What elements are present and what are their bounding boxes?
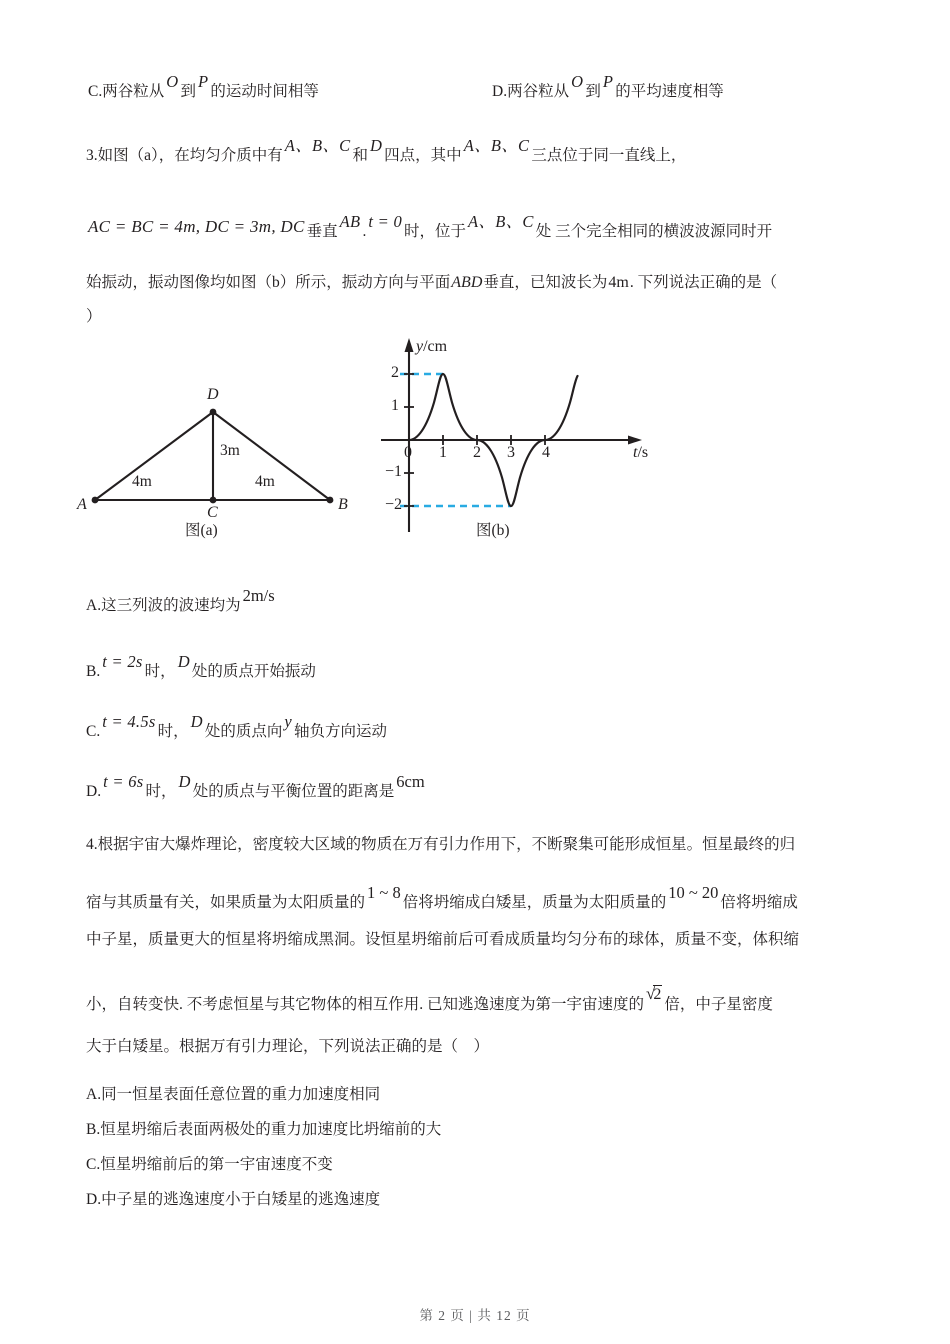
q4-option-a-text: 同一恒星表面任意位置的重力加速度相同 bbox=[101, 1086, 381, 1103]
q3-option-b-text-2: 处的质点开始振动 bbox=[191, 663, 316, 680]
q4-line2-text-a: 宿与其质量有关，如果质量为太阳质量的 bbox=[86, 894, 366, 911]
x-axis-label: t/s bbox=[633, 444, 649, 461]
q3-option-b-text-1: 时， bbox=[144, 663, 176, 680]
option-c-var-o: O bbox=[166, 72, 179, 91]
q4-option-c-label: C. bbox=[86, 1156, 101, 1173]
vertex-dot-b bbox=[327, 497, 334, 504]
figure-a-triangle-diagram bbox=[70, 378, 370, 548]
q3-wavelength-value: 4m bbox=[608, 274, 629, 291]
q3-stem-text-c: 四点，其中 bbox=[384, 147, 462, 164]
q4-option-a-label: A. bbox=[86, 1086, 102, 1103]
y-tick-label-2: 2 bbox=[391, 364, 399, 381]
y-tick-label-1: 1 bbox=[391, 397, 399, 414]
y-axis-arrowhead bbox=[405, 338, 414, 352]
vertex-dot-c bbox=[210, 497, 217, 504]
length-label-dc: 3m bbox=[220, 442, 240, 459]
q3-option-c-text-1: 时， bbox=[157, 723, 189, 740]
q3-option-a-label: A. bbox=[86, 597, 102, 614]
q4-option-d-text: 中子星的逃逸速度小于白矮星的逃逸速度 bbox=[101, 1191, 381, 1208]
q3-stem-text-b: 和 bbox=[352, 147, 368, 164]
q3-option-c-text-2: 处的质点向 bbox=[204, 723, 283, 740]
q3-stem3-text-c: . 下列说法正确的是（ bbox=[629, 274, 778, 291]
option-c-text-3: 的运动时间相等 bbox=[210, 83, 319, 100]
vertex-label-d: D bbox=[207, 386, 219, 403]
triangle-svg bbox=[70, 378, 370, 548]
x-tick-label-2: 2 bbox=[473, 444, 481, 461]
length-label-cb: 4m bbox=[255, 473, 275, 490]
q3-stem-text-a: 如图（a），在均匀介质中有 bbox=[97, 147, 283, 164]
q3-option-d-label: D. bbox=[86, 783, 102, 800]
q3-option-d-condition: t = 6s bbox=[103, 772, 144, 791]
question4-stem-line-3 bbox=[86, 931, 799, 948]
q3-points-abc-3: A、B、C bbox=[468, 212, 534, 231]
q4-mass-range-white-dwarf: 1 ~ 8 bbox=[367, 883, 401, 902]
option-d-label: D. bbox=[492, 83, 508, 100]
wave-graph-svg bbox=[378, 332, 678, 548]
q3-option-c-label: C. bbox=[86, 723, 101, 740]
option-d-text-3: 的平均速度相等 bbox=[615, 83, 724, 100]
q4-option-b bbox=[86, 1117, 441, 1139]
question4-number: 4. bbox=[86, 836, 98, 853]
q3-option-c bbox=[86, 712, 388, 741]
q4-line2-text-b: 倍将坍缩成白矮星，质量为太阳质量的 bbox=[402, 894, 667, 911]
q4-mass-range-neutron-star: 10 ~ 20 bbox=[668, 883, 719, 902]
q3-option-b-point: D bbox=[177, 652, 190, 671]
q3-option-c-point: D bbox=[190, 712, 203, 731]
option-d-text-1: 两谷粒从 bbox=[507, 83, 570, 100]
q3-option-d-value: 6cm bbox=[396, 772, 425, 791]
option-d-var-o: O bbox=[571, 72, 584, 91]
option-c-text-2: 到 bbox=[180, 83, 196, 100]
vertex-dot-a bbox=[92, 497, 99, 504]
q4-option-b-label: B. bbox=[86, 1121, 101, 1138]
question3-number: 3. bbox=[86, 147, 98, 164]
q3-stem2-text-c: 时，位于 bbox=[404, 223, 467, 240]
figure-a-caption: 图(a) bbox=[185, 522, 218, 539]
question3-stem-line-3 bbox=[86, 274, 777, 292]
q4-line3-text: 中子星，质量更大的恒星将坍缩成黑洞。设恒星坍缩前后可看成质量均匀分布的球体，质量不变，体积缩 bbox=[86, 931, 800, 948]
question4-stem-line-2 bbox=[86, 883, 798, 911]
q3-option-b-condition: t = 2s bbox=[102, 652, 143, 671]
q3-period-1: . bbox=[362, 223, 367, 240]
q4-option-b-text: 恒星坍缩后表面两极处的重力加速度比坍缩前的大 bbox=[100, 1121, 442, 1138]
x-tick-label-3: 3 bbox=[507, 444, 515, 461]
question2-option-d bbox=[492, 72, 724, 100]
q3-option-c-condition: t = 4.5s bbox=[102, 712, 156, 731]
segment-ad bbox=[95, 412, 213, 500]
q3-option-a bbox=[86, 586, 277, 615]
vertex-label-c: C bbox=[207, 504, 218, 521]
q3-points-abc-1: A、B、C bbox=[284, 136, 351, 155]
option-c-text-1: 两谷粒从 bbox=[102, 83, 165, 100]
q3-stem4-text: ） bbox=[86, 308, 102, 325]
y-tick-label-neg1: −1 bbox=[385, 463, 403, 480]
q3-option-d-text-2: 处的质点与平衡位置的距离是 bbox=[192, 783, 395, 800]
question3-stem-line-4 bbox=[86, 308, 102, 325]
q4-option-c-text: 恒星坍缩前后的第一宇宙速度不变 bbox=[100, 1156, 333, 1173]
q3-option-d bbox=[86, 772, 427, 801]
x-tick-label-4: 4 bbox=[542, 444, 550, 461]
q3-option-d-text-1: 时， bbox=[145, 783, 177, 800]
q4-line4-text-b: 倍，中子星密度 bbox=[664, 996, 773, 1013]
sqrt-radicand: 2 bbox=[653, 986, 662, 1003]
option-c-var-p: P bbox=[197, 72, 209, 91]
y-axis-label: y/cm bbox=[416, 338, 448, 355]
x-tick-label-0: 0 bbox=[404, 444, 412, 461]
q3-option-a-text: 这三列波的波速均为 bbox=[101, 597, 241, 614]
figure-b-oscillation-graph bbox=[378, 332, 678, 548]
question3-stem-line-1 bbox=[86, 136, 687, 164]
question4-stem-line-5 bbox=[86, 1038, 489, 1055]
page-footer: 第 2 页 | 共 12 页 bbox=[419, 1308, 531, 1323]
q3-option-a-value: 2m/s bbox=[242, 586, 275, 605]
option-d-text-2: 到 bbox=[585, 83, 601, 100]
q3-time-zero: t = 0 bbox=[368, 212, 403, 231]
q3-geometry-equation: AC = BC = 4m, DC = 3m, DC bbox=[88, 217, 305, 236]
q3-stem2-text-e: 三个完全相同的横波波源同时开 bbox=[555, 223, 773, 240]
q4-line2-text-c: 倍将坍缩成 bbox=[720, 894, 798, 911]
sqrt-two-symbol: √2 bbox=[646, 984, 662, 1003]
vertex-label-a: A bbox=[77, 496, 87, 513]
vertex-dot-d bbox=[210, 409, 217, 416]
x-tick-label-1: 1 bbox=[439, 444, 447, 461]
question4-stem-line-4 bbox=[86, 984, 773, 1014]
length-label-ac: 4m bbox=[132, 473, 152, 490]
q4-option-a bbox=[86, 1082, 380, 1104]
vertex-label-b: B bbox=[338, 496, 348, 513]
q3-stem3-text-a: 始振动，振动图像均如图（b）所示，振动方向与平面 bbox=[86, 274, 451, 291]
question4-stem-line-1 bbox=[86, 836, 795, 853]
q3-option-d-point: D bbox=[178, 772, 191, 791]
q3-option-c-axis: y bbox=[284, 712, 293, 731]
question2-option-c bbox=[88, 72, 319, 100]
q3-perp-text-1: 垂直 bbox=[306, 223, 338, 240]
q4-option-d bbox=[86, 1187, 380, 1209]
q3-stem3-text-b: 垂直，已知波长为 bbox=[483, 274, 608, 291]
q3-segment-ab: AB bbox=[339, 212, 361, 231]
y-tick-label-neg2: −2 bbox=[385, 496, 403, 513]
q4-option-d-label: D. bbox=[86, 1191, 102, 1208]
q3-option-b bbox=[86, 652, 316, 681]
question3-stem-line-2 bbox=[86, 212, 773, 241]
option-c-label: C. bbox=[88, 83, 103, 100]
q3-option-b-label: B. bbox=[86, 663, 101, 680]
q3-stem2-text-d: 处 bbox=[535, 223, 552, 240]
figure-b-caption: 图(b) bbox=[476, 522, 510, 539]
q3-stem-text-d: 三点位于同一直线上， bbox=[531, 147, 687, 164]
q4-line1-text: 根据宇宙大爆炸理论，密度较大区域的物质在万有引力作用下，不断聚集可能形成恒星。恒星最终的归 bbox=[97, 836, 796, 853]
q4-option-c bbox=[86, 1152, 333, 1174]
q3-points-abc-2: A、B、C bbox=[463, 136, 530, 155]
q3-plane-abd: ABD bbox=[451, 274, 483, 291]
q4-line4-text-a: 小，自转变快. 不考虑恒星与其它物体的相互作用. 已知逃逸速度为第一宇宙速度的 bbox=[86, 996, 645, 1013]
option-d-var-p: P bbox=[602, 72, 614, 91]
q3-point-d: D bbox=[369, 136, 383, 155]
q4-line5-text: 大于白矮星。根据万有引力理论，下列说法正确的是（ ） bbox=[86, 1038, 490, 1055]
q3-option-c-text-3: 轴负方向运动 bbox=[294, 723, 388, 740]
